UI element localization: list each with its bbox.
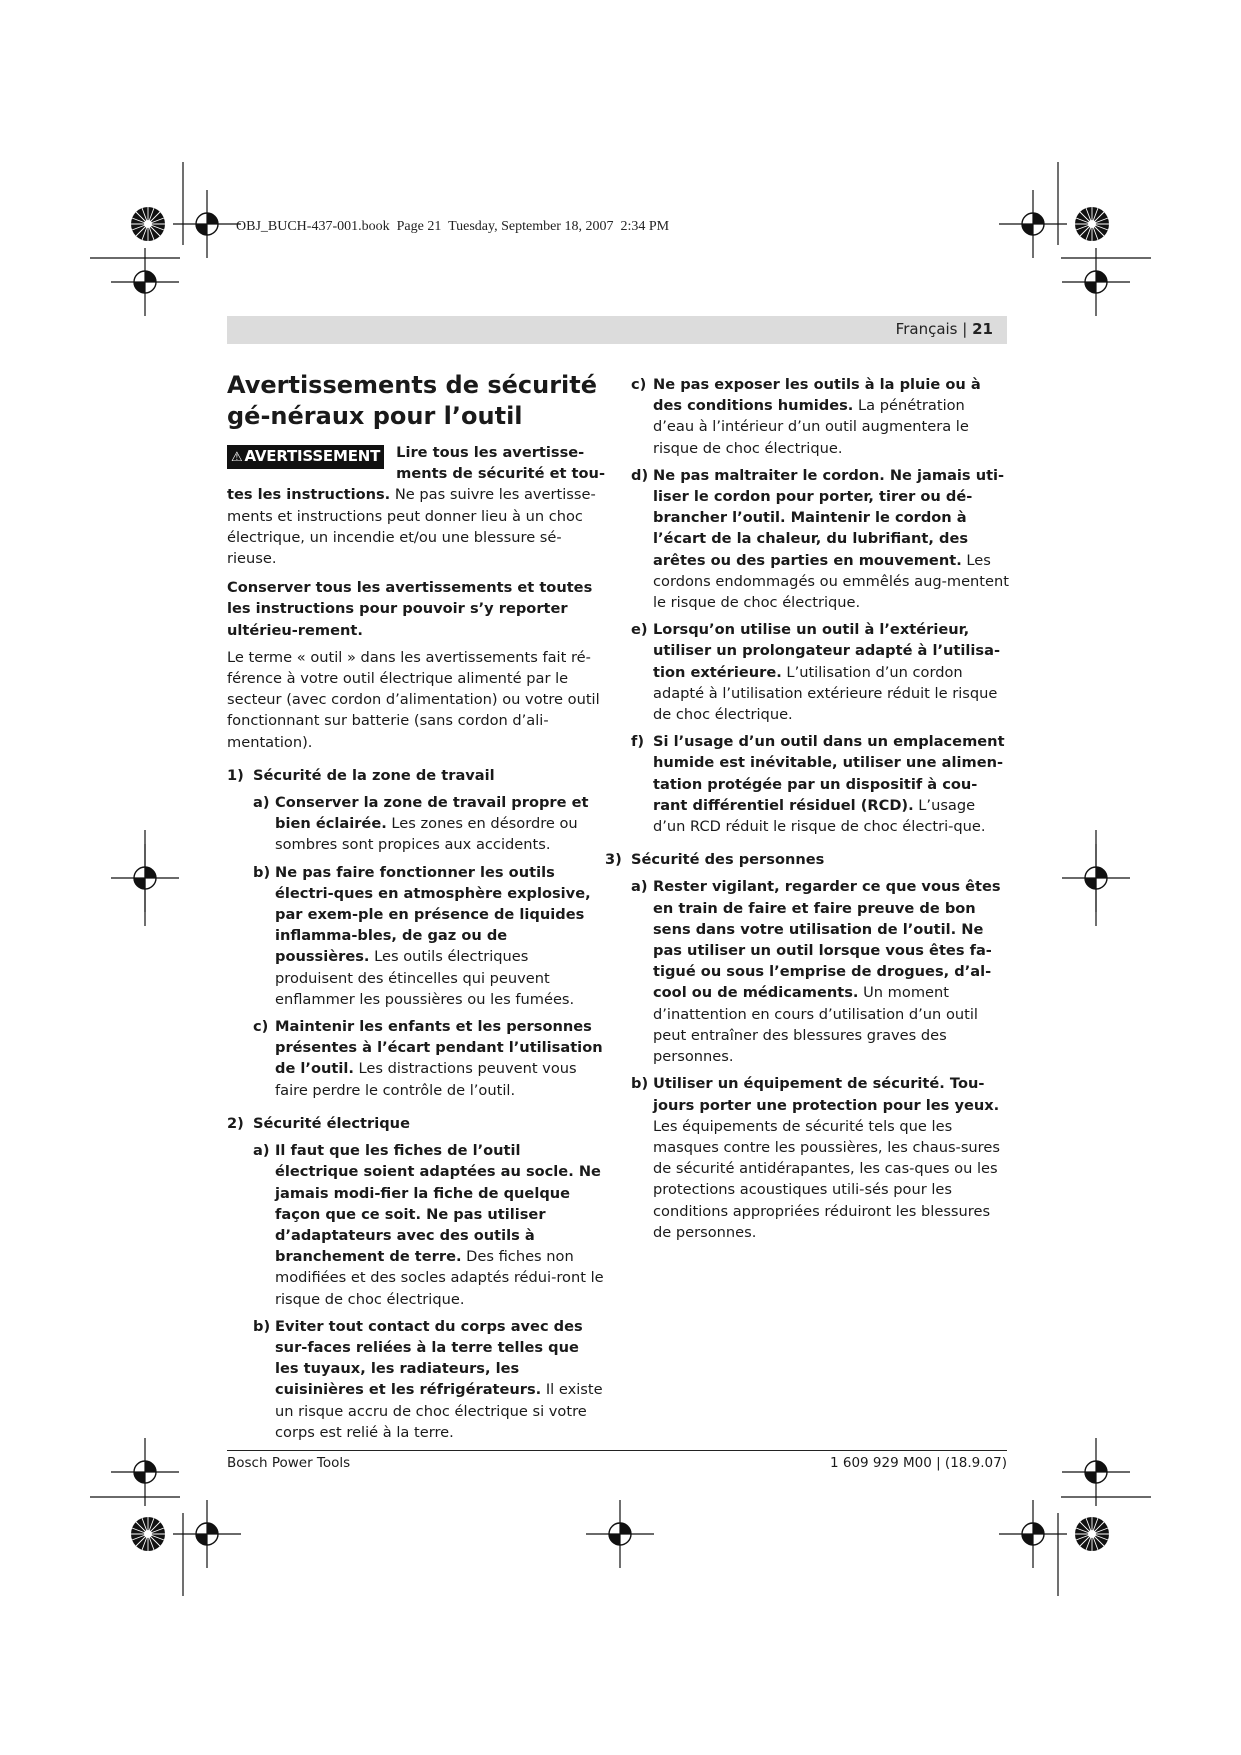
item-text: Les distractions peuvent vous faire perdre le contrôle de l’outil. bbox=[275, 1060, 577, 1099]
warning-paragraph bbox=[227, 442, 605, 569]
item-body bbox=[653, 876, 1009, 1067]
list-item bbox=[253, 1016, 605, 1101]
item-bold-text: Il faut que les fiches de l’outil électrique soient adaptées au socle. Ne jamais modi-fier la fiche de quelque façon que ce soit. Ne pas utiliser d’adaptateurs avec des outils à branchement de terre. bbox=[275, 1142, 601, 1266]
item-label: f) bbox=[631, 733, 645, 751]
item-text: Un moment d’inattention en cours d’utilisation d’un outil peut entraîner des blessures graves des personnes. bbox=[653, 984, 978, 1066]
item-text: La pénétration d’eau à l’intérieur d’un outil augmentera le risque de choc électrique. bbox=[653, 397, 969, 457]
item-bold-text: Lorsqu’on utilise un outil à l’extérieur, utiliser un prolongateur adapté à l’utilisa-tion extérieure. bbox=[653, 621, 1001, 681]
item-body bbox=[275, 792, 605, 856]
item-bold-text: Rester vigilant, regarder ce que vous êtes en train de faire et faire preuve de bon sens dans votre utilisation de l’outil. Ne pas utiliser un outil lorsque vous êtes fa-tigué ou sous l’emprise de drogues, d’al-cool ou de médicaments. bbox=[653, 878, 1001, 1002]
item-bold-text: Ne pas maltraiter le cordon. Ne jamais uti-liser le cordon pour porter, tirer ou dé-brancher l’outil. Maintenir le cordon à l’écart de la chaleur, du lubrifiant, des arêtes ou des parties en mouvement. bbox=[653, 466, 1005, 569]
item-label: e) bbox=[631, 621, 648, 639]
item-body bbox=[653, 1073, 1009, 1243]
footer-brand: Bosch Power Tools bbox=[227, 1455, 351, 1471]
item-body bbox=[653, 374, 1009, 459]
page-number: 21 bbox=[972, 320, 993, 338]
warning-text: Ne pas suivre les avertisse-ments et instructions peut donner lieu à un choc électrique, un incendie et/ou une blessure sé-rieuse. bbox=[227, 486, 596, 568]
list-item bbox=[631, 465, 1009, 613]
list-item bbox=[631, 731, 1009, 837]
left-column bbox=[227, 370, 605, 1449]
item-body bbox=[275, 1140, 605, 1310]
item-bold-text: Ne pas faire fonctionner les outils électri-ques en atmosphère explosive, par exem-ple en présence de liquides inflamma-bles, de gaz ou de poussières. bbox=[275, 863, 591, 966]
page-header-bar bbox=[227, 316, 1007, 344]
term-definition-paragraph: Le terme « outil » dans les avertissements fait ré-férence à votre outil électrique alimenté par le secteur (avec cordon d’alimentation) ou votre outil fonctionnant sur batterie (sans cordon d’ali-mentation). bbox=[227, 648, 600, 751]
section-heading-electrical bbox=[227, 1113, 605, 1134]
warning-bold-text: Lire tous les avertisse-ments de sécurité et tou-tes les instructions. bbox=[227, 444, 606, 504]
item-label: a) bbox=[253, 794, 270, 812]
warning-badge-label: AVERTISSEMENT bbox=[244, 447, 381, 465]
keep-instructions-notice: Conserver tous les avertissements et toutes les instructions pour pouvoir s’y reporter ultérieu-rement. bbox=[227, 579, 593, 639]
section-title: Sécurité de la zone de travail bbox=[253, 766, 495, 784]
item-label: c) bbox=[253, 1018, 269, 1036]
list-item bbox=[253, 792, 605, 856]
section-heading-personal-safety bbox=[605, 849, 1009, 870]
item-body bbox=[653, 619, 1009, 725]
section-title: Sécurité électrique bbox=[253, 1114, 410, 1132]
item-body bbox=[275, 1016, 605, 1101]
list-item bbox=[631, 1073, 1009, 1243]
item-label: b) bbox=[253, 863, 271, 881]
item-bold-text: Conserver la zone de travail propre et bien éclairée. bbox=[275, 794, 589, 833]
item-label: b) bbox=[631, 1075, 649, 1093]
section-number: 3) bbox=[605, 851, 622, 869]
right-column bbox=[605, 374, 1009, 1249]
item-label: d) bbox=[631, 466, 649, 484]
list-item bbox=[253, 862, 605, 1010]
footer-doc-number: 1 609 929 M00 | (18.9.07) bbox=[829, 1455, 1007, 1471]
item-bold-text: Si l’usage d’un outil dans un emplacement humide est inévitable, utiliser une alimen-tation protégée par un dispositif à cou-rant différentiel résiduel (RCD). bbox=[653, 733, 1005, 814]
section-number: 1) bbox=[227, 766, 244, 784]
page-title: Avertissements de sécurité gé-néraux pour l’outil bbox=[227, 371, 598, 430]
item-text: Il existe un risque accru de choc électrique si votre corps est relié à la terre. bbox=[275, 1381, 603, 1441]
page-header-text bbox=[896, 320, 993, 338]
item-text: L’utilisation d’un cordon adapté à l’utilisation extérieure réduit le risque de choc électrique. bbox=[653, 663, 998, 724]
section-heading-work-area bbox=[227, 765, 605, 786]
item-bold-text: Eviter tout contact du corps avec des sur-faces reliées à la terre telles que les tuyaux, les radiateurs, les cuisinières et les réfrigérateurs. bbox=[275, 1317, 583, 1399]
item-label: b) bbox=[253, 1317, 271, 1335]
footer-rule bbox=[227, 1450, 1007, 1451]
item-label: c) bbox=[631, 376, 647, 393]
item-bold-text: Maintenir les enfants et les personnes présentes à l’écart pendant l’utilisation de l’outil. bbox=[275, 1018, 603, 1078]
item-text: Des fiches non modifiées et des socles adaptés rédui-ront le risque de choc électrique. bbox=[275, 1248, 604, 1308]
item-text: Les cordons endommagés ou emmêlés aug-mentent le risque de choc électrique. bbox=[653, 551, 1009, 612]
item-label: a) bbox=[253, 1142, 270, 1160]
item-text: L’usage d’un RCD réduit le risque de choc électri-que. bbox=[653, 796, 986, 836]
list-item bbox=[631, 876, 1009, 1067]
list-item bbox=[631, 374, 1009, 459]
section-title: Sécurité des personnes bbox=[631, 851, 825, 869]
item-text: Les zones en désordre ou sombres sont propices aux accidents. bbox=[275, 815, 578, 854]
item-bold-text: Utiliser un équipement de sécurité. Tou-jours porter une protection pour les yeux. bbox=[653, 1075, 1000, 1114]
item-body bbox=[653, 465, 1009, 613]
header-separator: | bbox=[962, 320, 968, 338]
warning-badge bbox=[227, 445, 384, 469]
printer-slug-line: OBJ_BUCH-437-001.book Page 21 Tuesday, September 18, 2007 2:34 PM bbox=[236, 219, 670, 234]
header-language: Français bbox=[895, 320, 958, 338]
list-item bbox=[631, 619, 1009, 725]
item-body bbox=[275, 1316, 605, 1443]
item-body bbox=[653, 731, 1009, 837]
list-item bbox=[253, 1140, 605, 1310]
item-text: Les équipements de sécurité tels que les masques contre les poussières, les chaus-sures de sécurité antidérapantes, les cas-ques ou les protections acoustiques utili-sés pour les conditions appropriées réduiront les blessures de personnes. bbox=[653, 1117, 1000, 1241]
section-number: 2) bbox=[227, 1114, 244, 1132]
list-item bbox=[253, 1316, 605, 1443]
warning-triangle-icon: ⚠ bbox=[231, 450, 243, 465]
item-bold-text: Ne pas exposer les outils à la pluie ou à des conditions humides. bbox=[653, 376, 981, 415]
item-label: a) bbox=[631, 878, 648, 896]
item-text: Les outils électriques produisent des étincelles qui peuvent enflammer les poussières ou les fumées. bbox=[275, 948, 575, 1008]
item-body bbox=[275, 862, 605, 1010]
